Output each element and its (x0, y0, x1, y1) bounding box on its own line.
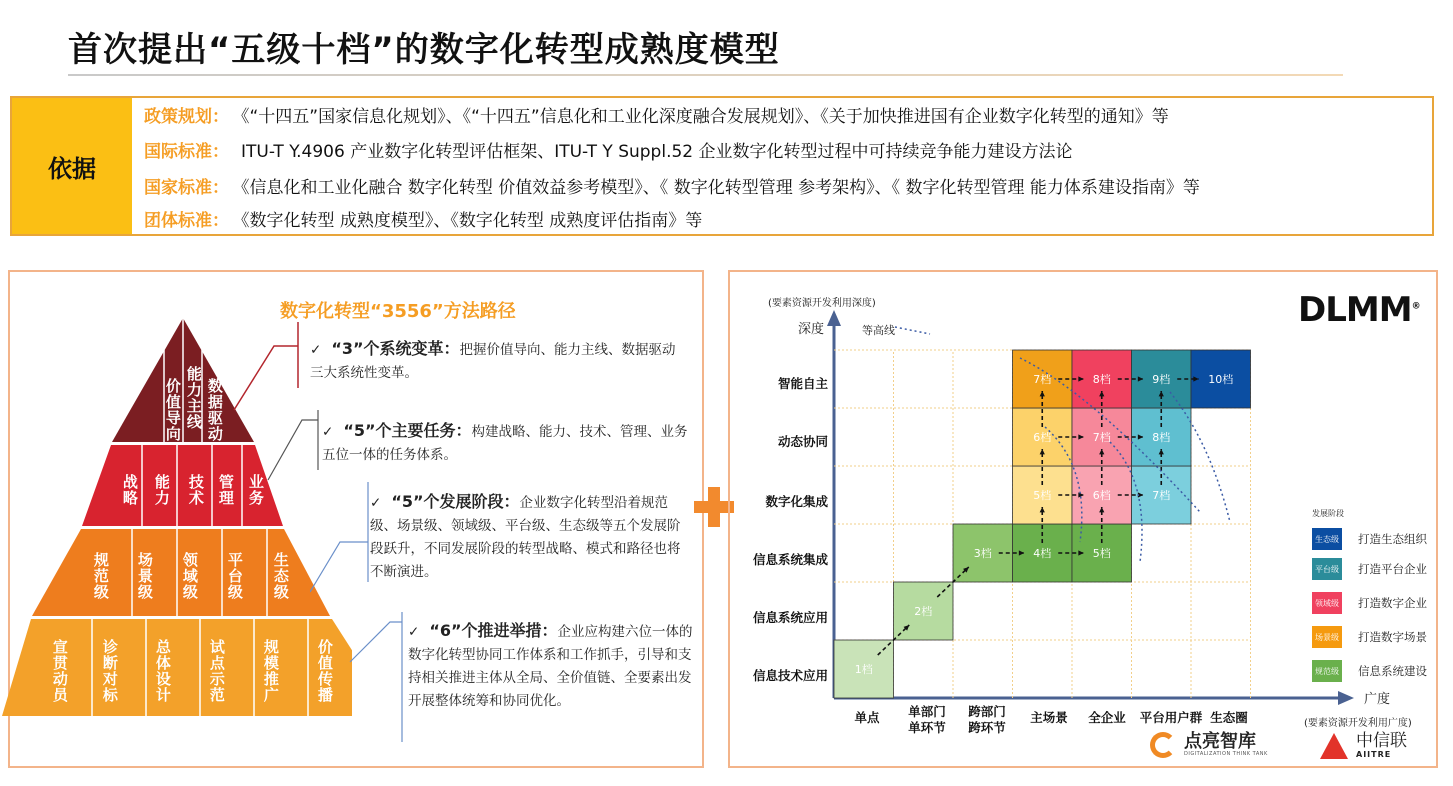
pyr-t3-5: 生态级 (271, 552, 290, 600)
legend-item: 平台级 打造平台企业 (1312, 558, 1427, 580)
y-level-label: 信息技术应用 (752, 668, 828, 683)
dlmm-panel (728, 270, 1438, 768)
pyr-t2-3: 技术 (186, 474, 205, 506)
y-axis-caption: (要素资源开发利用深度) (768, 298, 876, 309)
y-level-label: 信息系统应用 (752, 610, 828, 625)
pyr-t3-2: 场景级 (135, 552, 154, 600)
x-axis-caption: (要素资源开发利用广度) (1304, 718, 1412, 729)
pyr-t2-2: 能力 (152, 474, 171, 506)
method-panel (8, 270, 704, 768)
basis-box (10, 96, 1434, 236)
level-cell-label: 7档 (1152, 489, 1171, 502)
pyr-top-2: 能力主线 (184, 366, 203, 430)
pyr-t3-3: 领域级 (180, 552, 199, 600)
x-level-label: 生态圈 (1210, 710, 1248, 725)
basis-value: 《“十四五”国家信息化规划》、《“十四五”信息化和工业化深度融合发展规划》、《关于加快推进国有企业数字化转型的通知》等 (241, 107, 1169, 127)
dlmm-logo: DLMM® (1298, 290, 1420, 330)
level-cell-label: 10档 (1208, 373, 1234, 386)
title-divider (68, 74, 1343, 76)
pyr-t3-4: 平台级 (225, 552, 244, 600)
x-level-label: 跨部门 跨环节 (968, 704, 1006, 735)
x-level-label: 主场景 (1030, 710, 1068, 725)
x-level-label: 单部门 单环节 (908, 704, 946, 735)
y-level-label: 信息系统集成 (752, 552, 828, 567)
level-cell-label: 8档 (1152, 431, 1171, 444)
basis-value: ITU-T Y.4906 产业数字化转型评估框架、ITU-T Y Suppl.52 企业数字化转型过程中可持续竞争能力建设方法论 (241, 142, 1073, 162)
pyr-t2-4: 管理 (216, 474, 235, 506)
level-cell-label: 7档 (1092, 431, 1111, 444)
basis-row-policy (144, 102, 1169, 127)
legend-item: 领域级 打造数字企业 (1312, 592, 1427, 614)
level-cell-label: 6档 (1033, 431, 1052, 444)
level-cell-label: 9档 (1152, 373, 1171, 386)
pyr-t4-2: 诊断对标 (100, 639, 119, 703)
level-cell-label: 7档 (1033, 373, 1052, 386)
pyr-top-3: 数据驱动 (205, 378, 224, 442)
basis-key: 团体标准： (144, 211, 229, 231)
level-cell-label: 5档 (1092, 547, 1111, 560)
think-tank-icon (1150, 732, 1176, 758)
level-cell-label: 2档 (914, 605, 933, 618)
legend-item: 场景级 打造数字场景 (1312, 626, 1427, 648)
pyr-top-1: 价值导向 (163, 378, 182, 442)
basis-key: 国际标准： (144, 142, 229, 162)
method-heading: 数字化转型“3556”方法路径 (280, 301, 516, 322)
basis-value: 《数字化转型 成熟度模型》、《数字化转型 成熟度评估指南》等 (241, 211, 703, 231)
page-title: 首次提出“五级十档”的数字化转型成熟度模型 (68, 30, 780, 70)
note-3-changes: ✓ “3”个系统变革：把握价值导向、能力主线、数据驱动三大系统性变革。 (310, 339, 676, 381)
pyr-t3-1: 规范级 (91, 552, 110, 600)
pyr-t4-6: 价值传播 (315, 639, 334, 703)
pyr-t4-3: 总体设计 (153, 639, 172, 703)
level-cell-label: 4档 (1033, 547, 1052, 560)
legend-item: 生态级 打造生态组织 (1312, 528, 1427, 550)
basis-row-international (144, 137, 1073, 162)
think-tank-logo: 点亮智库 DIGITALIZATION THINK TANK (1150, 732, 1268, 758)
contour-label: 等高线 (862, 324, 895, 337)
pyr-t4-1: 宣贯动员 (50, 639, 69, 703)
pyr-t4-5: 规模推广 (261, 639, 280, 703)
level-cell-label: 3档 (973, 547, 992, 560)
y-level-label: 数字化集成 (765, 494, 828, 509)
basis-key: 政策规划： (144, 107, 229, 127)
pyr-t2-5: 业务 (246, 474, 265, 506)
y-level-label: 动态协同 (777, 434, 828, 449)
x-level-label: 单点 (854, 710, 880, 725)
basis-key: 国家标准： (144, 178, 229, 198)
note-6-measures: ✓ “6”个推进举措：企业应构建六位一体的数字化转型协同工作体系和工作抓手，引导和支持相关推进主体从全局、全价值链、全要素出发开展整体统筹和协同优化。 (408, 621, 693, 709)
aiitre-icon (1320, 733, 1348, 759)
level-cell-label: 5档 (1033, 489, 1052, 502)
x-level-label: 平台用户群 (1139, 710, 1203, 725)
basis-row-national (144, 173, 1200, 198)
level-cell-label: 1档 (854, 663, 873, 676)
basis-label: 依据 (12, 98, 132, 234)
x-level-label: 全企业 (1088, 710, 1126, 725)
pyr-t4-4: 试点示范 (207, 639, 226, 703)
y-level-label: 智能自主 (777, 376, 828, 391)
y-axis-name: 深度 (798, 322, 825, 337)
basis-value: 《信息化和工业化融合 数字化转型 价值效益参考模型》、《 数字化转型管理 参考架构》、《 数字化转型管理 能力体系建设指南》等 (241, 178, 1200, 198)
dlmm-grid-chart (730, 272, 1436, 766)
note-5-stages: ✓ “5”个发展阶段：企业数字化转型沿着规范级、场景级、领域级、平台级、生态级等五个发展阶段跃升，不同发展阶段的转型战略、模式和路径也将不断演进。 (370, 492, 681, 580)
x-axis-name: 广度 (1364, 692, 1391, 707)
pyr-t2-1: 战略 (120, 474, 139, 506)
level-cell-label: 8档 (1092, 373, 1111, 386)
legend-title: 发展阶段 (1312, 509, 1344, 518)
note-5-tasks: ✓ “5”个主要任务：构建战略、能力、技术、管理、业务五位一体的任务体系。 (322, 421, 688, 463)
aiitre-logo: 中信联 AIITRE (1320, 732, 1407, 759)
level-cell-label: 6档 (1092, 489, 1111, 502)
legend-item: 规范级 信息系统建设 (1312, 660, 1427, 682)
basis-row-group (144, 206, 702, 231)
